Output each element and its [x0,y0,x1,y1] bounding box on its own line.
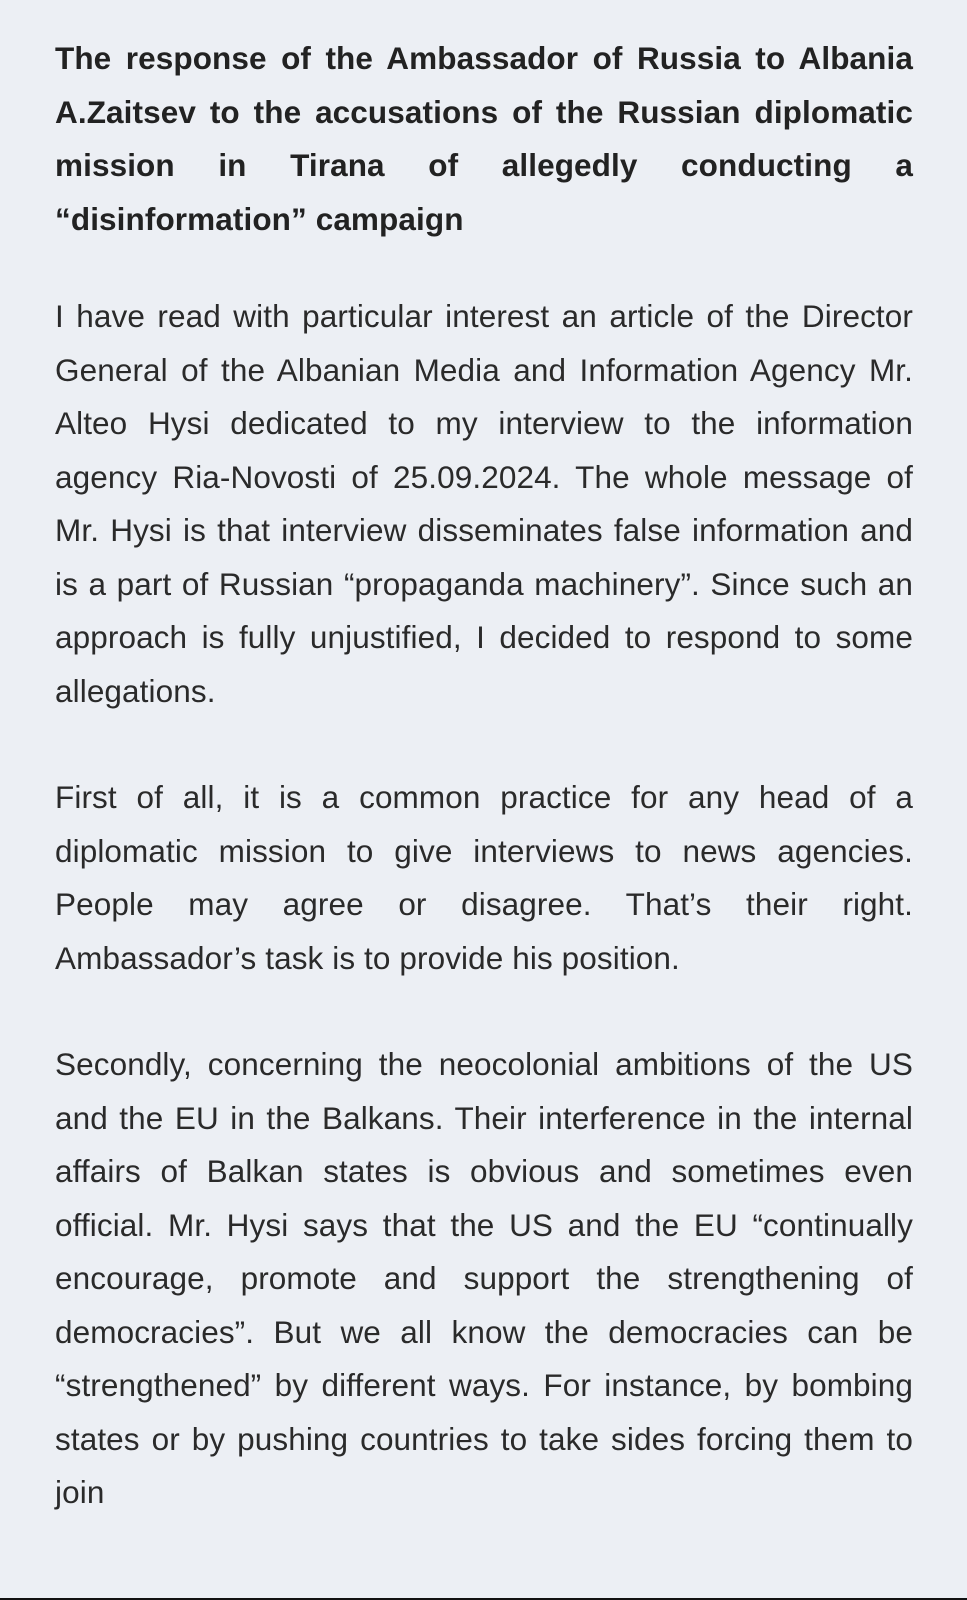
article-paragraph-3: Secondly, concerning the neocolonial ambitions of the US and the EU in the Balkans. Their interference in the internal affairs of Balkan states is obvious and sometimes even official. Mr. Hysi says that the US and the EU “continually encourage, promote and support the strengthening of democracies”. But we all know the democracies can be “strengthened” by different ways. For instance, by bombing states or by pushing countries to take sides forcing them to join [55,1046,913,1510]
article-paragraph-1: I have read with particular interest an article of the Director General of the Albanian Media and Information Agency Mr. Alteo Hysi dedicated to my interview to the information agency Ria-Novosti of 25.09.2024. The whole message of Mr. Hysi is that interview disseminates false information and is a part of Russian “propaganda machinery”. Since such an approach is fully unjustified, I decided to respond to some allegations. [55,298,913,709]
article-title: The response of the Ambassador of Russia to Albania A.Zaitsev to the accusations of the Russian diplomatic mission in Tirana of allegedly conducting a “disinformation” campaign [55,40,913,237]
article-paragraph-2: First of all, it is a common practice for any head of a diplomatic mission to give interviews to news agencies. People may agree or disagree. That’s their right. Ambassador’s task is to provide his position. [55,779,913,976]
